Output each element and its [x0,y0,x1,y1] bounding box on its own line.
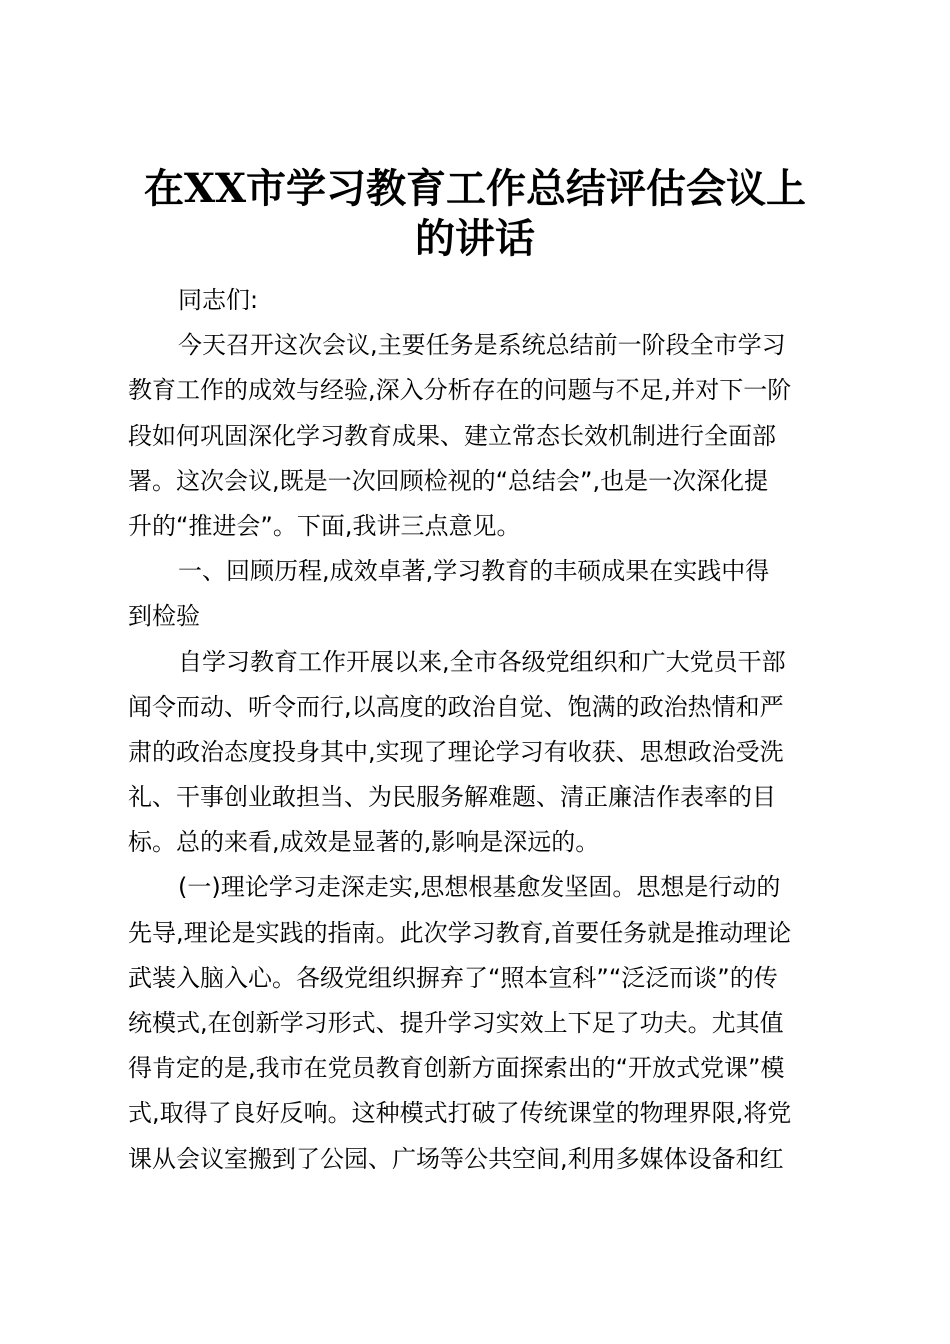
speech-body [128,278,828,1182]
paragraph-line: 标。总的来看,成效是显著的,影响是深远的。 [128,828,600,857]
salutation: 同志们: [178,286,259,314]
paragraph-line: 式,取得了良好反响。这种模式打破了传统课堂的物理界限,将党 [128,1099,792,1128]
paragraph-line: 礼、干事创业敢担当、为民服务解难题、清正廉洁作表率的目 [128,783,776,812]
paragraph-line: 自学习教育工作开展以来,全市各级党组织和广大党员干部 [178,647,786,676]
paragraph-line: 先导,理论是实践的指南。此次学习教育,首要任务就是推动理论 [128,918,792,947]
section-heading-line: 一、回顾历程,成效卓著,学习教育的丰硕成果在实践中得 [178,557,770,586]
paragraph-line: 武装入脑入心。各级党组织摒弃了“照本宣科”“泛泛而谈”的传 [128,963,778,992]
paragraph-line: 课从会议室搬到了公园、广场等公共空间,利用多媒体设备和红 [128,1144,784,1173]
paragraph-line: 肃的政治态度投身其中,实现了理论学习有收获、思想政治受洗 [128,737,784,766]
title-line: 的讲话 [415,215,535,262]
paragraph-line: 今天召开这次会议,主要任务是系统总结前一阶段全市学习 [178,331,786,360]
paragraph-line: 闻令而动、听令而行,以高度的政治自觉、饱满的政治热情和严 [128,692,784,721]
paragraph-line: (一)理论学习走深走实,思想根基愈发坚固。思想是行动的 [178,873,781,902]
paragraph-line: 升的“推进会”。下面,我讲三点意见。 [128,511,521,540]
section-heading-line: 到检验 [128,602,200,631]
paragraph-line: 教育工作的成效与经验,深入分析存在的问题与不足,并对下一阶 [128,376,792,405]
document-title [120,164,830,264]
paragraph-line: 署。这次会议,既是一次回顾检视的“总结会”,也是一次深化提 [128,466,769,495]
title-line: 在XX市学习教育工作总结评估会议上 [143,165,807,212]
paragraph-line: 得肯定的是,我市在党员教育创新方面探索出的“开放式党课”模 [128,1054,785,1083]
paragraph-line: 统模式,在创新学习形式、提升学习实效上下足了功夫。尤其值 [128,1009,784,1037]
paragraph-line: 段如何巩固深化学习教育成果、建立常态长效机制进行全面部 [128,421,776,450]
